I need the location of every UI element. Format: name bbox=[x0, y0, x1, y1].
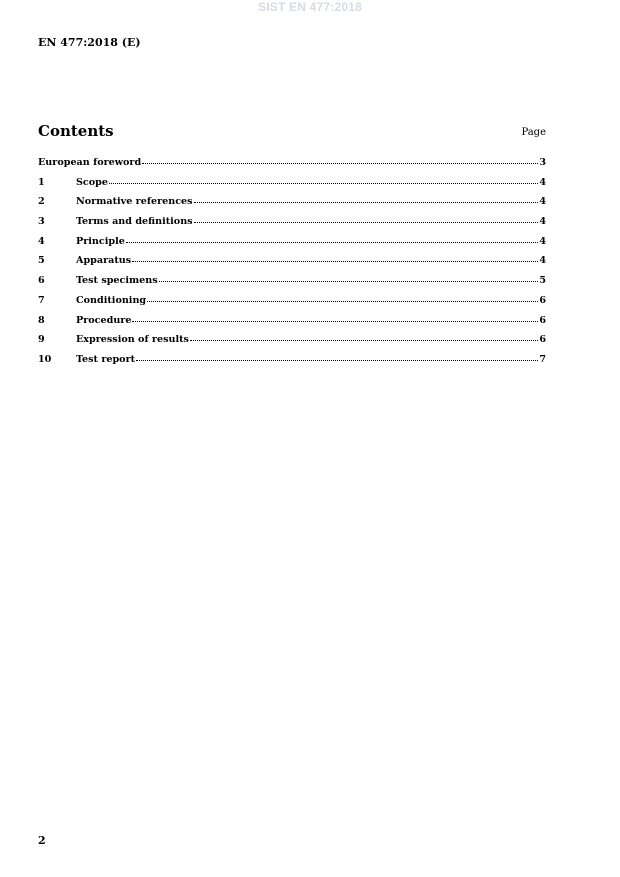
toc-entry-principle[interactable] bbox=[38, 235, 546, 255]
toc-entry-test-report[interactable] bbox=[38, 353, 546, 373]
toc-entry-title: Procedure bbox=[76, 314, 132, 326]
toc-entry-apparatus[interactable] bbox=[38, 254, 546, 274]
toc-dot-leader bbox=[190, 333, 538, 342]
toc-entry-test-specimens[interactable] bbox=[38, 274, 546, 294]
toc-entry-title: Principle bbox=[76, 235, 125, 247]
toc-entry-title: Scope bbox=[76, 176, 108, 188]
toc-dot-leader bbox=[194, 195, 539, 204]
toc-entry-number: 7 bbox=[38, 294, 45, 306]
toc-entry-page: 6 bbox=[539, 314, 546, 326]
toc-entry-title: Apparatus bbox=[76, 255, 132, 267]
toc-entry-number: 1 bbox=[38, 176, 45, 188]
toc-entry-normative-references[interactable] bbox=[38, 195, 546, 215]
toc-entry-page: 7 bbox=[539, 353, 546, 365]
toc-entry-page: 3 bbox=[539, 157, 546, 168]
toc-entry-number: 5 bbox=[38, 255, 45, 267]
toc-entry-number: 8 bbox=[38, 314, 45, 326]
table-of-contents bbox=[38, 156, 546, 373]
watermark: SIST EN 477:2018 bbox=[258, 0, 362, 14]
toc-entry-expression-of-results[interactable] bbox=[38, 333, 546, 353]
toc-entry-page: 4 bbox=[539, 216, 546, 228]
toc-entry-number: 4 bbox=[38, 235, 45, 247]
toc-entry-page: 4 bbox=[539, 176, 546, 188]
toc-dot-leader bbox=[136, 353, 538, 362]
toc-entry-number: 10 bbox=[38, 353, 52, 365]
toc-entry-page: 4 bbox=[539, 255, 546, 267]
toc-entry-title: Terms and definitions bbox=[76, 216, 193, 228]
toc-dot-leader bbox=[132, 314, 538, 323]
toc-dot-leader bbox=[194, 215, 539, 224]
toc-entry-page: 5 bbox=[539, 275, 546, 287]
toc-dot-leader bbox=[126, 235, 538, 244]
toc-entry-procedure[interactable] bbox=[38, 314, 546, 334]
toc-entry-number: 6 bbox=[38, 275, 45, 287]
toc-entry-title: Conditioning bbox=[76, 294, 147, 306]
toc-entry-page: 4 bbox=[539, 196, 546, 208]
toc-entry-number: 9 bbox=[38, 334, 45, 346]
toc-entry-european-foreword[interactable] bbox=[38, 156, 546, 176]
toc-entry-scope[interactable] bbox=[38, 176, 546, 196]
toc-entry-title: European foreword bbox=[38, 157, 142, 168]
toc-dot-leader bbox=[132, 254, 538, 263]
toc-entry-page: 4 bbox=[539, 235, 546, 247]
page-column-label: Page bbox=[521, 127, 546, 138]
toc-dot-leader bbox=[159, 274, 539, 283]
toc-entry-number: 3 bbox=[38, 216, 45, 228]
page-number: 2 bbox=[38, 834, 46, 847]
toc-entry-title: Normative references bbox=[76, 196, 193, 208]
toc-entry-number: 2 bbox=[38, 196, 45, 208]
toc-dot-leader bbox=[147, 294, 538, 303]
toc-entry-title: Expression of results bbox=[76, 334, 189, 346]
toc-entry-page: 6 bbox=[539, 334, 546, 346]
contents-heading: Contents bbox=[38, 122, 114, 140]
toc-entry-title: Test specimens bbox=[76, 275, 158, 287]
document-id: EN 477:2018 (E) bbox=[38, 36, 141, 49]
toc-entry-title: Test report bbox=[76, 353, 136, 365]
toc-dot-leader bbox=[142, 156, 538, 165]
toc-entry-conditioning[interactable] bbox=[38, 294, 546, 314]
toc-dot-leader bbox=[109, 176, 538, 185]
toc-entry-page: 6 bbox=[539, 294, 546, 306]
toc-entry-terms-and-definitions[interactable] bbox=[38, 215, 546, 235]
